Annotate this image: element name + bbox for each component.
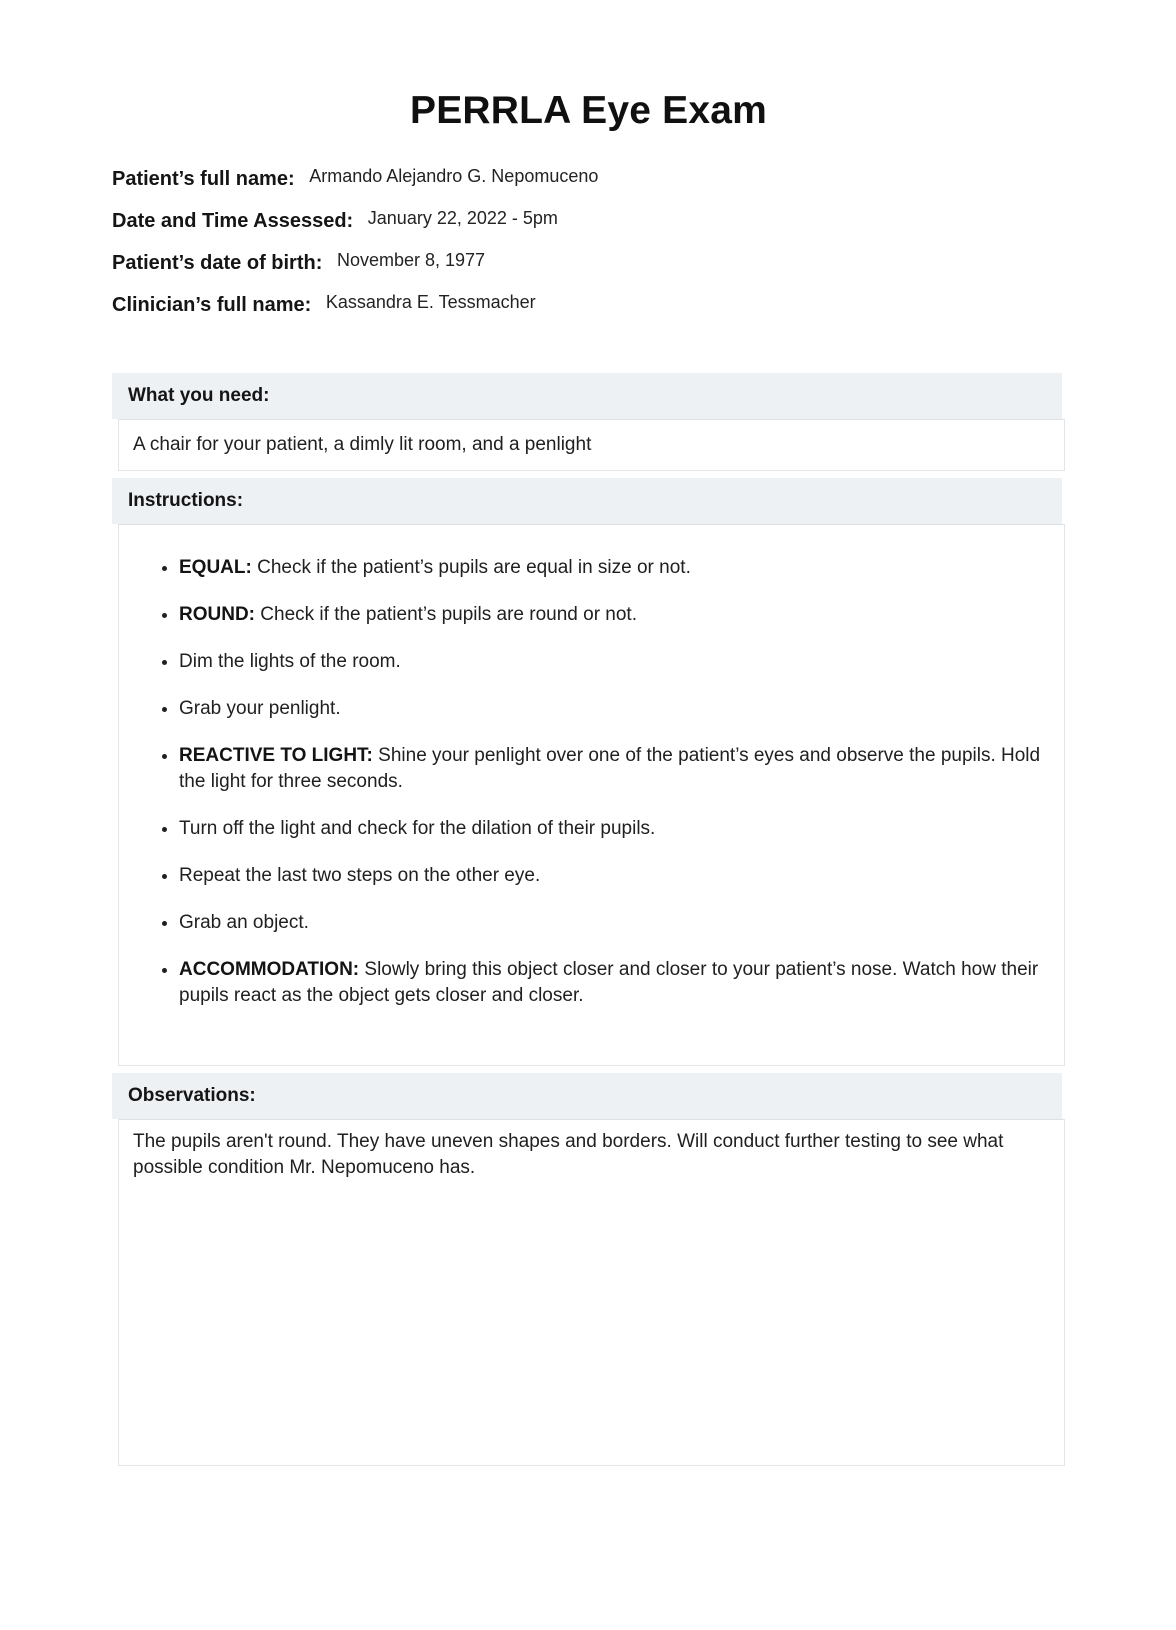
page-title: PERRLA Eye Exam — [409, 89, 768, 132]
instruction-text: Grab your penlight. — [179, 698, 341, 719]
instruction-text: Shine your penlight over one of the patient’s eyes and observe the pupils. Hold the light for three seconds. — [179, 745, 1041, 792]
instruction-keyword: EQUAL: — [179, 557, 252, 578]
instruction-text: Turn off the light and check for the dilation of their pupils. — [179, 818, 656, 839]
instruction-item — [179, 602, 1042, 628]
instruction-text: Repeat the last two steps on the other eye. — [179, 865, 541, 886]
instruction-item — [179, 910, 1042, 936]
instructions-content — [118, 524, 1065, 1066]
section-what-you-need — [112, 373, 1065, 471]
section-header-what-you-need: What you need: — [112, 373, 1062, 419]
section-instructions — [112, 478, 1065, 1066]
instruction-item — [179, 696, 1042, 722]
instruction-text: Check if the patient’s pupils are round or not. — [255, 604, 637, 625]
instruction-item — [179, 816, 1042, 842]
instruction-text: Check if the patient’s pupils are equal in size or not. — [251, 557, 691, 578]
field-label: Date and Time Assessed: — [112, 210, 354, 232]
section-observations — [112, 1073, 1065, 1466]
instruction-keyword: ROUND: — [179, 604, 255, 625]
field-value: January 22, 2022 - 5pm — [367, 208, 558, 228]
field-date-time-assessed — [112, 210, 1065, 233]
field-clinician-full-name — [112, 294, 1065, 317]
instruction-item — [179, 555, 1042, 581]
section-header-instructions: Instructions: — [112, 478, 1062, 524]
instruction-text: Dim the lights of the room. — [179, 651, 401, 672]
field-date-of-birth — [112, 252, 1065, 275]
what-you-need-content: A chair for your patient, a dimly lit room, and a penlight — [118, 419, 1065, 471]
instruction-item — [179, 957, 1042, 1009]
instruction-item — [179, 649, 1042, 675]
observations-content: The pupils aren't round. They have uneven shapes and borders. Will conduct further testing to see what possible condition Mr. Nepomuceno has. — [118, 1119, 1065, 1466]
instruction-text: Slowly bring this object closer and closer to your patient’s nose. Watch how their pupils react as the object gets closer and closer. — [179, 959, 1039, 1006]
field-label: Patient’s date of birth: — [112, 252, 323, 274]
instruction-item — [179, 743, 1042, 795]
field-value: Kassandra E. Tessmacher — [325, 292, 536, 312]
field-label: Patient’s full name: — [112, 168, 295, 190]
instruction-keyword: REACTIVE TO LIGHT: — [179, 745, 373, 766]
instruction-keyword: ACCOMMODATION: — [179, 959, 360, 980]
form-sections — [112, 373, 1065, 1466]
section-header-observations: Observations: — [112, 1073, 1062, 1119]
field-value: November 8, 1977 — [336, 250, 486, 270]
instructions-list — [139, 555, 1042, 1009]
field-label: Clinician’s full name: — [112, 294, 312, 316]
field-patient-full-name — [112, 168, 1065, 191]
instruction-text: Grab an object. — [179, 912, 309, 933]
instruction-item — [179, 863, 1042, 889]
patient-info — [112, 168, 1065, 317]
field-value: Armando Alejandro G. Nepomuceno — [309, 166, 599, 186]
